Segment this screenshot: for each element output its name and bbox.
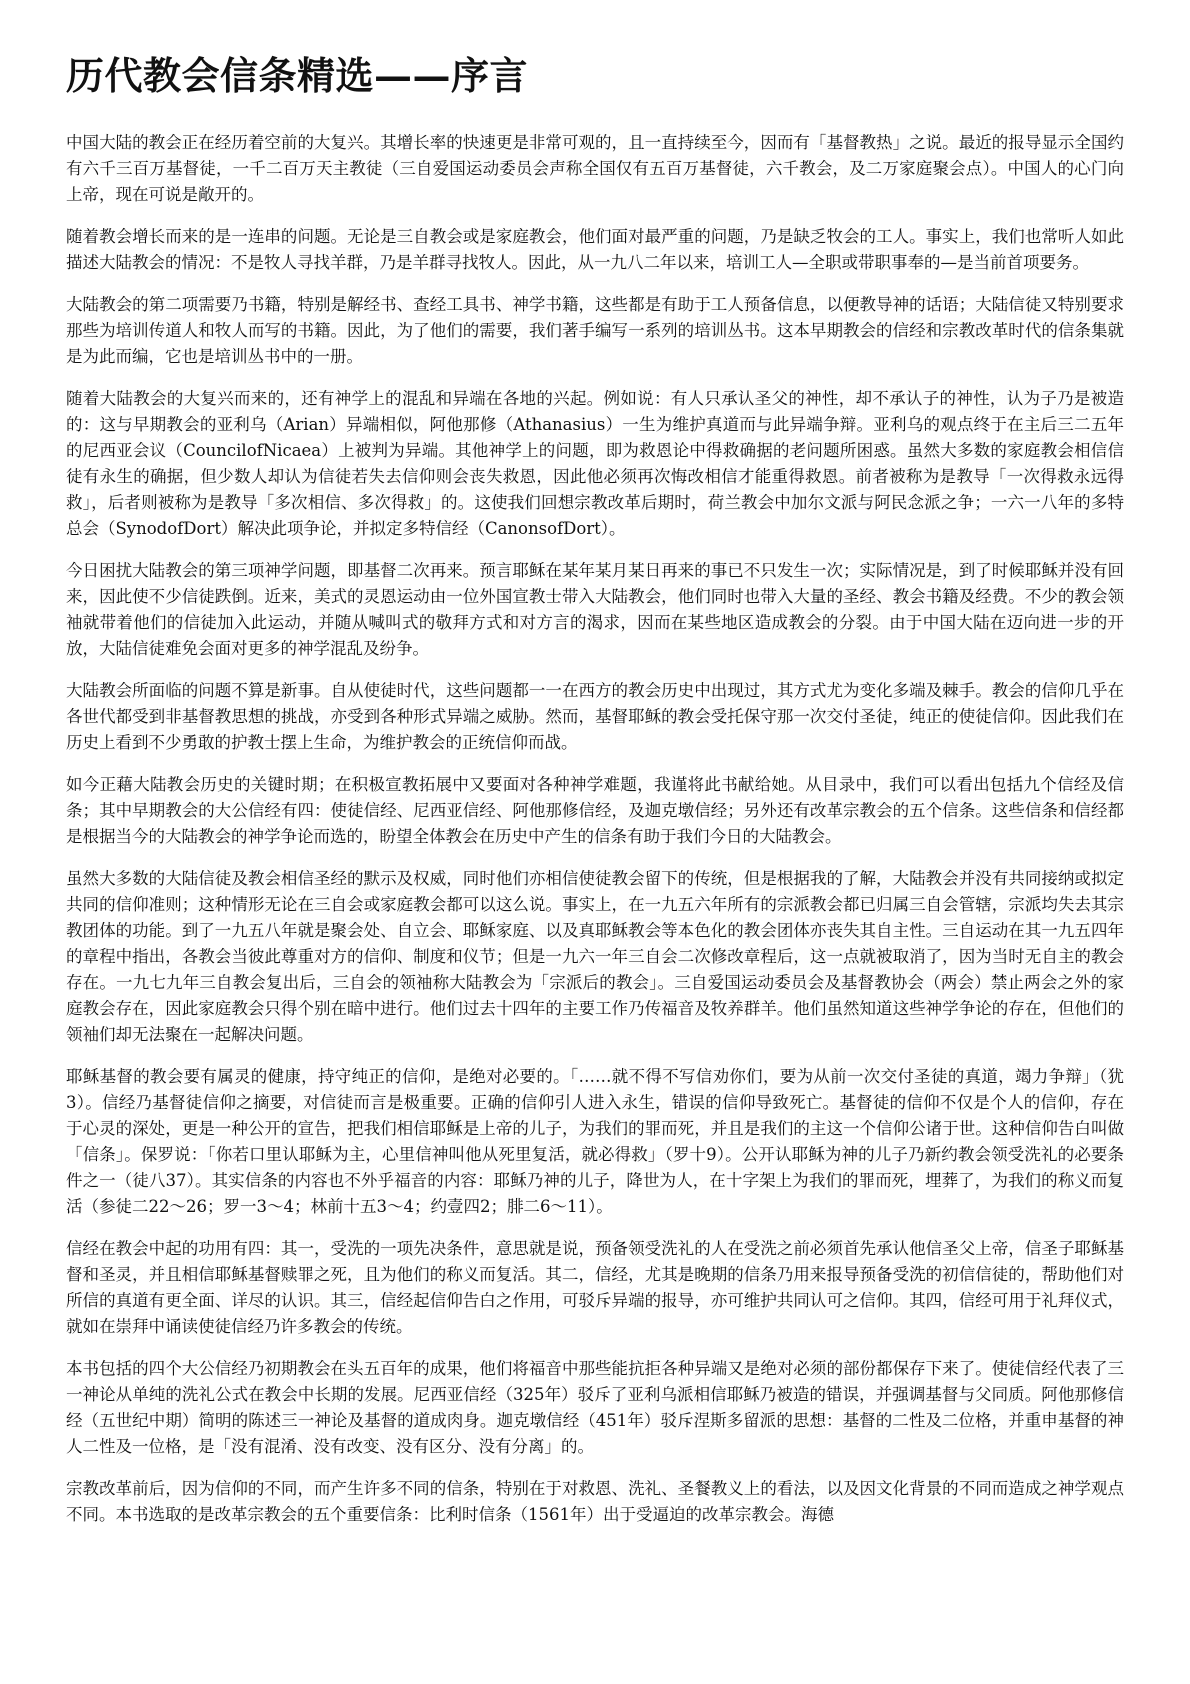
page-title: 历代教会信条精选——序言 [66, 53, 529, 98]
document-page [66, 52, 1124, 1544]
paragraph-1: 中国大陆的教会正在经历着空前的大复兴。其增长率的快速更是非常可观的，且一直持续至今，因而有「基督教热」之说。最近的报导显示全国约有六千三百万基督徒，一千二百万天主教徒（三自爱国运动委员会声称全国仅有五百万基督徒，六千教会，及二万家庭聚会点）。中国人的心门向上帝，现在可说是敞开的。 [66, 133, 1124, 204]
paragraph-3: 大陆教会的第二项需要乃书籍，特别是解经书、查经工具书、神学书籍，这些都是有助于工人预备信息，以便教导神的话语；大陆信徒又特别要求那些为培训传道人和牧人而写的书籍。因此，为了他们的需要，我们著手编写一系列的培训丛书。这本早期教会的信经和宗教改革时代的信条集就是为此而编，它也是培训丛书中的一册。 [66, 295, 1124, 366]
paragraph-4: 随着大陆教会的大复兴而来的，还有神学上的混乱和异端在各地的兴起。例如说：有人只承认圣父的神性，却不承认子的神性，认为子乃是被造的：这与早期教会的亚利乌（Arian）异端相似，阿他那修（Athanasius）一生为维护真道而与此异端争辩。亚利乌的观点终于在主后三二五年的尼西亚会议（CouncilofNicaea）上被判为异端。其他神学上的问题，即为救恩论中得救确据的老问题所困惑。虽然大多数的家庭教会相信信徒有永生的确据，但少数人却认为信徒若失去信仰则会丧失救恩，因此他必须再次悔改相信才能重得救恩。前者被称为是教导「一次得救永远得救」，后者则被称为是教导「多次相信、多次得救」的。这使我们回想宗教改革后期时，荷兰教会中加尔文派与阿民念派之争；一六一八年的多特总会（SynodofDort）解决此项争论，并拟定多特信经（CanonsofDort）。 [66, 389, 1124, 538]
paragraph-7: 如今正藉大陆教会历史的关键时期；在积极宣教拓展中又要面对各种神学难题，我谨将此书献给她。从目录中，我们可以看出包括九个信经及信条；其中早期教会的大公信经有四：使徒信经、尼西亚信经、阿他那修信经，及迦克墩信经；另外还有改革宗教会的五个信条。这些信条和信经都是根据当今的大陆教会的神学争论而选的，盼望全体教会在历史中产生的信条有助于我们今日的大陆教会。 [66, 775, 1124, 846]
paragraph-5: 今日困扰大陆教会的第三项神学问题，即基督二次再来。预言耶稣在某年某月某日再来的事已不只发生一次；实际情况是，到了时候耶稣并没有回来，因此使不少信徒跌倒。近来，美式的灵恩运动由一位外国宣教士带入大陆教会，他们同时也带入大量的圣经、教会书籍及经费。不少的教会领袖就带着他们的信徒加入此运动，并随从喊叫式的敬拜方式和对方言的渴求，因而在某些地区造成教会的分裂。由于中国大陆在迈向进一步的开放，大陆信徒难免会面对更多的神学混乱及纷争。 [66, 561, 1124, 658]
paragraph-8: 虽然大多数的大陆信徒及教会相信圣经的默示及权威，同时他们亦相信使徒教会留下的传统，但是根据我的了解，大陆教会并没有共同接纳或拟定共同的信仰准则；这种情形无论在三自会或家庭教会都可以这么说。事实上，在一九五六年所有的宗派教会都已归属三自会管辖，宗派均失去其宗教团体的功能。到了一九五八年就是聚会处、自立会、耶稣家庭、以及真耶稣教会等本色化的教会团体亦丧失其自主性。三自运动在其一九五四年的章程中指出，各教会当彼此尊重对方的信仰、制度和仪节；但是一九六一年三自会二次修改章程后，这一点就被取消了，因为当时无自主的教会存在。一九七九年三自教会复出后，三自会的领袖称大陆教会为「宗派后的教会」。三自爱国运动委员会及基督教协会（两会）禁止两会之外的家庭教会存在，因此家庭教会只得个别在暗中进行。他们过去十四年的主要工作乃传福音及牧养群羊。他们虽然知道这些神学争论的存在，但他们的领袖们却无法聚在一起解决问题。 [66, 869, 1124, 1044]
paragraph-2: 随着教会增长而来的是一连串的问题。无论是三自教会或是家庭教会，他们面对最严重的问题，乃是缺乏牧会的工人。事实上，我们也常听人如此描述大陆教会的情况：不是牧人寻找羊群，乃是羊群寻找牧人。因此，从一九八二年以来，培训工人—全职或带职事奉的—是当前首项要务。 [66, 227, 1124, 272]
paragraph-11: 本书包括的四个大公信经乃初期教会在头五百年的成果，他们将福音中那些能抗拒各种异端又是绝对必须的部份都保存下来了。使徒信经代表了三一神论从单纯的洗礼公式在教会中长期的发展。尼西亚信经（325年）驳斥了亚利乌派相信耶稣乃被造的错误，并强调基督与父同质。阿他那修信经（五世纪中期）简明的陈述三一神论及基督的道成肉身。迦克墩信经（451年）驳斥涅斯多留派的思想：基督的二性及二位格，并重申基督的神人二性及一位格，是「没有混淆、没有改变、没有区分、没有分离」的。 [66, 1359, 1124, 1456]
paragraph-12: 宗教改革前后，因为信仰的不同，而产生许多不同的信条，特别在于对救恩、洗礼、圣餐教义上的看法，以及因文化背景的不同而造成之神学观点不同。本书选取的是改革宗教会的五个重要信条：比利时信条（1561年）出于受逼迫的改革宗教会。海德 [66, 1479, 1124, 1524]
paragraph-6: 大陆教会所面临的问题不算是新事。自从使徒时代，这些问题都一一在西方的教会历史中出现过，其方式尤为变化多端及棘手。教会的信仰几乎在各世代都受到非基督教思想的挑战，亦受到各种形式异端之威胁。然而，基督耶稣的教会受托保守那一次交付圣徒，纯正的使徒信仰。因此我们在历史上看到不少勇敢的护教士摆上生命，为维护教会的正统信仰而战。 [66, 681, 1124, 752]
paragraph-10: 信经在教会中起的功用有四：其一，受洗的一项先决条件，意思就是说，预备领受洗礼的人在受洗之前必须首先承认他信圣父上帝，信圣子耶稣基督和圣灵，并且相信耶稣基督赎罪之死，且为他们的称义而复活。其二，信经，尤其是晚期的信条乃用来报导预备受洗的初信信徒的，帮助他们对所信的真道有更全面、详尽的认识。其三，信经起信仰告白之作用，可驳斥异端的报导，亦可维护共同认可之信仰。其四，信经可用于礼拜仪式，就如在崇拜中诵读使徒信经乃许多教会的传统。 [66, 1239, 1124, 1336]
paragraph-9: 耶稣基督的教会要有属灵的健康，持守纯正的信仰，是绝对必要的。「……就不得不写信劝你们，要为从前一次交付圣徒的真道，竭力争辩」（犹3）。信经乃基督徒信仰之摘要，对信徒而言是极重要。正确的信仰引人进入永生，错误的信仰导致死亡。基督徒的信仰不仅是个人的信仰，存在于心灵的深处，更是一种公开的宣告，把我们相信耶稣是上帝的儿子，为我们的罪而死，并且是我们的主这一个信仰公诸于世。这种信仰告白叫做「信条」。保罗说：「你若口里认耶稣为主，心里信神叫他从死里复活，就必得救」（罗十9）。公开认耶稣为神的儿子乃新约教会领受洗礼的必要条件之一（徒八37）。其实信条的内容也不外乎福音的内容：耶稣乃神的儿子，降世为人，在十字架上为我们的罪而死，埋葬了，为我们的称义而复活（参徒二22～26；罗一3～4；林前十五3～4；约壹四2；腓二6～11）。 [66, 1067, 1124, 1216]
